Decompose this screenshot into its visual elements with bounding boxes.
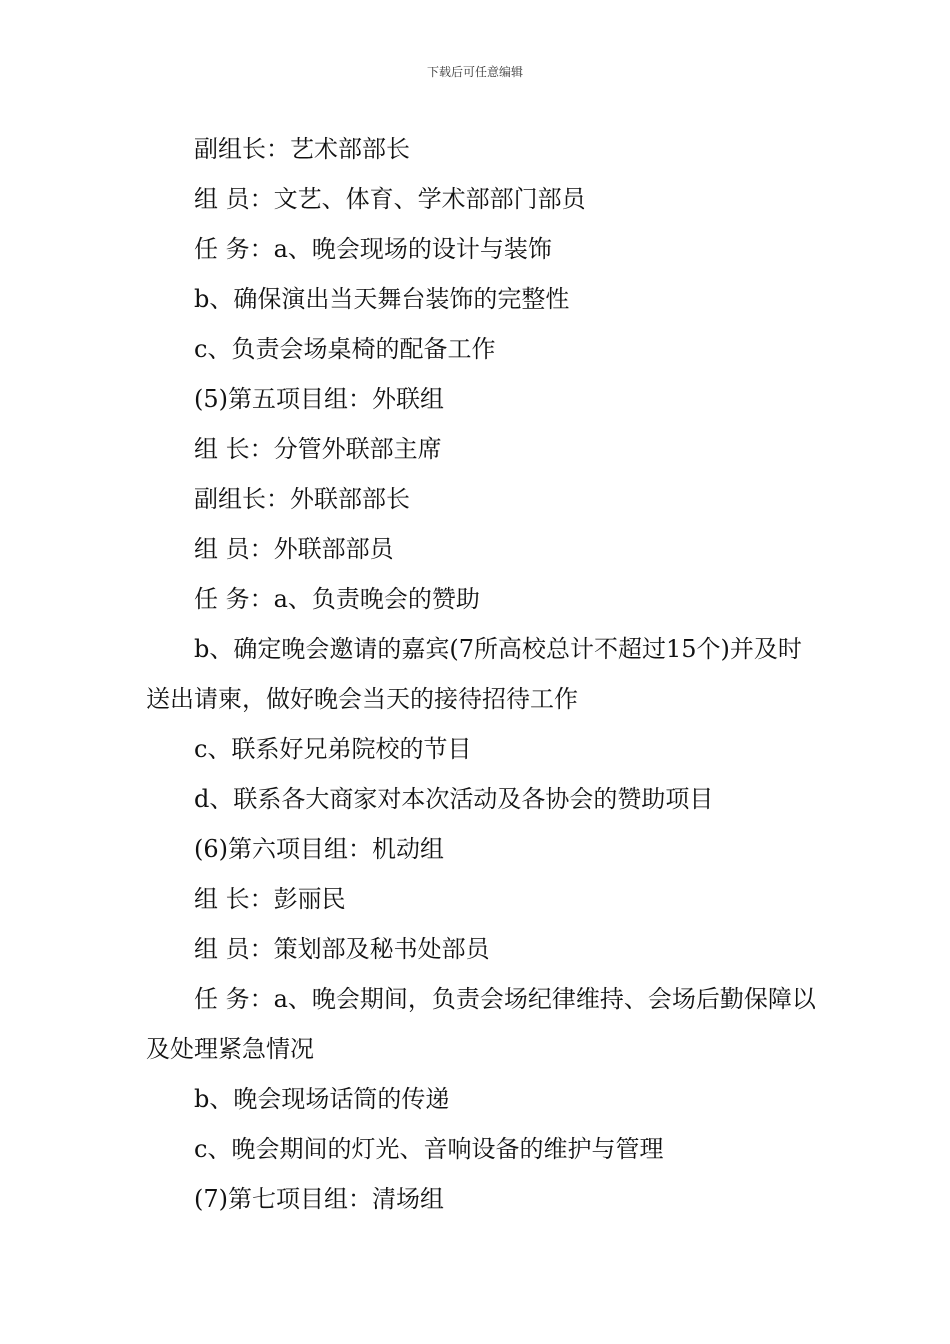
paragraph: b、确保演出当天舞台装饰的完整性 [194, 285, 570, 313]
paragraph: 任 务：a、晚会期间，负责会场纪律维持、会场后勤保障以及处理紧急情况 [146, 985, 816, 1063]
paragraph: b、确定晚会邀请的嘉宾(7所高校总计不超过15个)并及时送出请柬，做好晚会当天的接待招待工作 [146, 635, 802, 713]
page-header: 下载后可任意编辑 [426, 65, 523, 79]
paragraph: c、晚会期间的灯光、音响设备的维护与管理 [194, 1135, 664, 1163]
paragraph: 副组长：艺术部部长 [194, 135, 410, 163]
paragraph: c、负责会场桌椅的配备工作 [194, 335, 496, 363]
paragraph: b、晚会现场话筒的传递 [194, 1085, 450, 1113]
paragraph: 组 员：文艺、体育、学术部部门部员 [194, 185, 586, 213]
section-heading: (7)第七项目组：清场组 [194, 1185, 444, 1213]
paragraph: c、联系好兄弟院校的节目 [194, 735, 472, 763]
paragraph: 组 长：彭丽民 [194, 885, 346, 913]
paragraph: d、联系各大商家对本次活动及各协会的赞助项目 [194, 785, 714, 813]
paragraph: 组 员：策划部及秘书处部员 [194, 935, 490, 963]
paragraph: 任 务：a、晚会现场的设计与装饰 [194, 235, 552, 263]
paragraph: 任 务：a、负责晚会的赞助 [194, 585, 480, 613]
section-heading: (5)第五项目组：外联组 [194, 385, 444, 413]
paragraph: 组 员：外联部部员 [194, 535, 394, 563]
document-body [146, 124, 816, 1224]
paragraph: 组 长：分管外联部主席 [194, 435, 442, 463]
section-heading: (6)第六项目组：机动组 [194, 835, 444, 863]
paragraph: 副组长：外联部部长 [194, 485, 410, 513]
